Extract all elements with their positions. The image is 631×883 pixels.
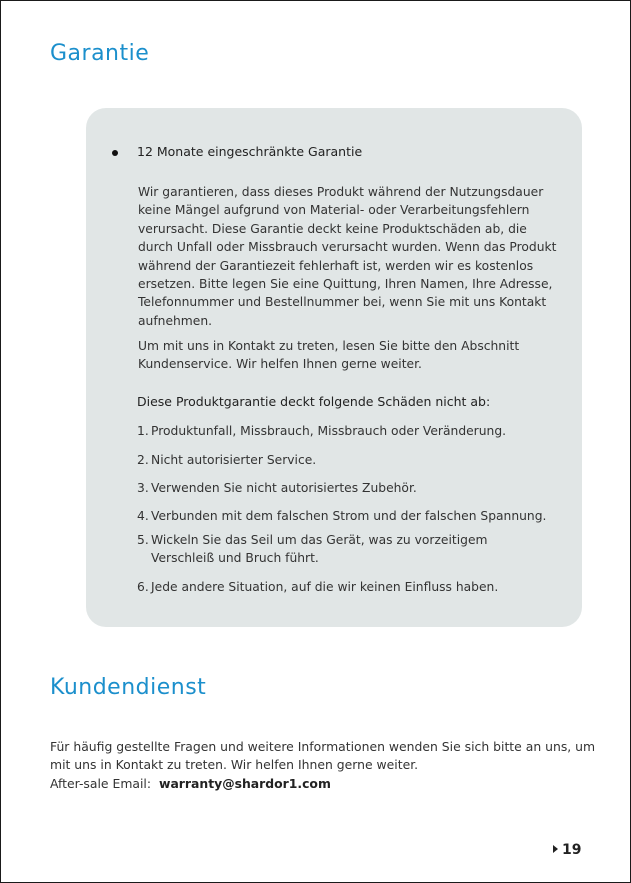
- list-item: [137, 507, 546, 525]
- page-number: [553, 842, 581, 858]
- list-item-text: Verbunden mit dem falschen Strom und der falschen Spannung.: [151, 509, 547, 523]
- list-item-text: Jede andere Situation, auf die wir keinen Einfluss haben.: [151, 580, 499, 594]
- list-item-continuation: Verschleiß und Bruch führt.: [151, 551, 319, 565]
- list-item-number: 6.: [137, 580, 149, 594]
- email-row: [50, 776, 331, 791]
- page-number-text: 19: [562, 842, 582, 858]
- warranty-bullet-text: 12 Monate eingeschränkte Garantie: [137, 144, 363, 159]
- bullet-icon: [112, 150, 118, 156]
- list-item: [137, 531, 488, 567]
- email-address[interactable]: warranty@shardor1.com: [159, 776, 331, 791]
- triangle-right-icon: [553, 845, 558, 853]
- list-item-number: 5.: [137, 533, 149, 547]
- list-item: [137, 451, 316, 469]
- list-item-number: 3.: [137, 481, 149, 495]
- warranty-paragraph-1: Wir garantieren, dass dieses Produkt während der Nutzungsdauer keine Mängel aufgrund von Material- oder Verarbeitungsfehlern verursacht. Diese Garantie deckt keine Produktschäden ab, die durch Unfall oder Missbrauch verursacht wurden. Wenn das Produkt während der Garantiezeit fehlerhaft ist, werden wir es kostenlos ersetzen. Bitte legen Sie eine Quittung, Ihren Namen, Ihre Adresse, Telefonnummer und Bestellnummer bei, wenn Sie mit uns Kontakt aufnehmen.: [138, 185, 557, 328]
- list-item-text: Verwenden Sie nicht autorisiertes Zubehör.: [151, 481, 417, 495]
- list-item-number: 4.: [137, 509, 149, 523]
- customer-service-heading: Kundendienst: [50, 675, 207, 700]
- warranty-panel: [86, 108, 582, 627]
- list-item-number: 1.: [137, 424, 149, 438]
- exclusions-heading: Diese Produktgarantie deckt folgende Schäden nicht ab:: [137, 394, 491, 409]
- list-item-text: Wickeln Sie das Seil um das Gerät, was zu vorzeitigem: [151, 533, 488, 547]
- list-item-number: 2.: [137, 453, 149, 467]
- email-label: After-sale Email:: [50, 776, 152, 791]
- list-item: [137, 479, 417, 497]
- list-item-text: Produktunfall, Missbrauch, Missbrauch oder Veränderung.: [151, 424, 507, 438]
- warranty-paragraph-2: Um mit uns in Kontakt zu treten, lesen Sie bitte den Abschnitt Kundenservice. Wir helfen Ihnen gerne weiter.: [138, 339, 520, 372]
- warranty-heading: Garantie: [50, 41, 150, 66]
- list-item-text: Nicht autorisierter Service.: [151, 453, 317, 467]
- list-item: [137, 422, 506, 440]
- list-item: [137, 578, 498, 596]
- customer-service-text: Für häufig gestellte Fragen und weitere Informationen wenden Sie sich bitte an uns, um mit uns in Kontakt zu treten. Wir helfen Ihnen gerne weiter.: [50, 739, 596, 772]
